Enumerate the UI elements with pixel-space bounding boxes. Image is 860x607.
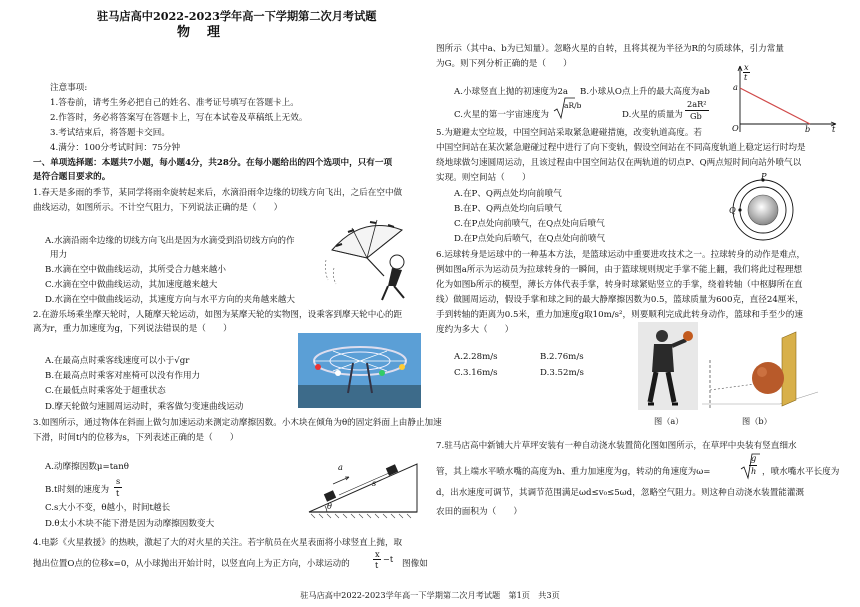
question-1-text: 曲线运动，如图所示。不计空气阻力，下列说法正确的是（ ） bbox=[33, 203, 283, 213]
fraction-numerator: g bbox=[751, 453, 757, 463]
question-5-text: 中国空间站在某次紧急避碰过程中进行了向下变轨，假设空间站在不同高度轨道上稳定运行时均是 bbox=[436, 143, 806, 153]
basketball-player-photo bbox=[638, 322, 698, 410]
option-a-cont: 用力 bbox=[50, 250, 68, 260]
question-7-text: 农田的面积为（ ） bbox=[436, 507, 522, 517]
fraction-denominator: Gb bbox=[690, 111, 702, 121]
option-c: C.在P点处向前喷气，在Q点处向后喷气 bbox=[454, 219, 605, 229]
page-footer: 驻马店高中2022-2023学年高一下学期第二次月考试题 第1页 共3页 bbox=[300, 590, 560, 600]
section-heading: 一、单项选择题：本题共7小题，每小题4分，共28分。在每小题给出的四个选项中，只有一项 bbox=[33, 158, 393, 168]
question-4-continued: 为G。则下列分析正确的是（ ） bbox=[436, 59, 572, 69]
section-heading: 是符合题目要求的。 bbox=[33, 172, 111, 182]
orbit-figure bbox=[727, 175, 795, 245]
equation-suffix: −t bbox=[383, 554, 394, 564]
option-d: D.摩天轮做匀速圆周运动时，乘客做匀变速曲线运动 bbox=[45, 402, 244, 412]
question-7-text: ，喷水嘴水平长度为 bbox=[762, 467, 840, 477]
option-c: C.3.16m/s bbox=[454, 368, 498, 378]
graph-ylabel-den: t bbox=[744, 72, 748, 82]
option-a: A.动摩擦因数μ=tanθ bbox=[45, 462, 129, 472]
fraction-numerator: x bbox=[375, 549, 380, 559]
incline-label-theta: θ bbox=[327, 501, 332, 511]
question-3-text: 下滑，时间t内的位移为s，下列表述正确的是（ ） bbox=[33, 433, 239, 443]
option-a: A.2.28m/s bbox=[454, 352, 498, 362]
question-6-text: 手到转轴的距离为0.5米，重力加速度g取10m/s²，则要顺利完成此转身动作，篮球和手至少的速 bbox=[436, 310, 803, 320]
fraction-numerator: s bbox=[116, 476, 121, 486]
option-a: A.水滴沿雨伞边缘的切线方向飞出是因为水滴受到沿切线方向的作 bbox=[45, 236, 295, 246]
option-d: D.在P点处向后喷气，在Q点处向前喷气 bbox=[454, 234, 606, 244]
question-4-continued: 图所示（其中a、b为已知量）。忽略火星的自转，且将其视为半径为R的匀质球体，引力常量 bbox=[436, 44, 784, 54]
option-a: A.在最高点时乘客线速度可以小于√gr bbox=[45, 356, 190, 366]
graph-label-origin: O bbox=[732, 123, 739, 133]
fraction-numerator: 2aR² bbox=[687, 99, 707, 109]
graph-ylabel-num: x bbox=[744, 62, 749, 72]
question-2-text: 2.在游乐场乘坐摩天轮时，人随摩天轮运动，如图为某摩天轮的实物图，设乘客到摩天轮中心的距 bbox=[33, 310, 403, 320]
graph-label-a: a bbox=[733, 82, 738, 92]
question-2-text: 离为r，重力加速度为g，下列说法错误的是（ ） bbox=[33, 324, 232, 334]
orbit-label-q: Q bbox=[729, 205, 736, 215]
question-5-text: 实现。则空间站（ ） bbox=[436, 173, 531, 183]
incline-figure bbox=[305, 450, 423, 522]
question-6-text: 化为如图b所示的模型，薄长方体代表手掌，转身时球紧贴竖立的手掌，绕着转轴（中枢脚所在直 bbox=[436, 280, 803, 290]
exam-title: 驻马店高中2022-2023学年高一下学期第二次月考试题 bbox=[97, 9, 377, 23]
option-c: C.火星的第一宇宙速度为 bbox=[454, 110, 549, 120]
note-item: 3.考试结束后，将答题卡交回。 bbox=[50, 128, 170, 138]
option-c: C.水滴在空中做曲线运动，其加速度越来越大 bbox=[45, 280, 218, 290]
question-3-text: 3.如图所示，通过物体在斜面上做匀加速运动来测定动摩擦因数。小木块在倾角为θ的固定斜面上由静止加速 bbox=[33, 418, 442, 428]
graph-label-b: b bbox=[805, 124, 811, 134]
option-d: D.水滴在空中做曲线运动，其速度方向与水平方向的夹角越来越大 bbox=[45, 295, 295, 305]
option-b: B.在P、Q两点处均向后喷气 bbox=[454, 204, 562, 214]
question-6-text: 例如图a所示为运动员为拉球转身的一瞬间，由于篮球规则规定手掌不能上翻，我们将此过程理想 bbox=[436, 265, 803, 275]
option-a: A.在P、Q两点处均向前喷气 bbox=[454, 189, 562, 199]
figure-caption-a: 图（a） bbox=[654, 416, 684, 426]
option-b: B.水滴在空中做曲线运动，其所受合力越来越小 bbox=[45, 265, 226, 275]
option-d: D.3.52m/s bbox=[540, 368, 584, 378]
fraction-denominator: t bbox=[375, 560, 379, 570]
question-5-text: 绕地球做匀速圆周运动，且该过程由中国空间站仅在两轨道的切点P、Q两点短时间向站外喷气以 bbox=[436, 158, 802, 168]
note-item: 1.答卷前，请考生务必把自己的姓名、准考证号填写在答题卡上。 bbox=[50, 98, 299, 108]
question-4-text: 图像如 bbox=[402, 559, 428, 569]
option-c: C.在最低点时乘客处于超重状态 bbox=[45, 386, 166, 396]
question-6-text: 度约为多大（ ） bbox=[436, 325, 514, 335]
option-d: D.火星的质量为 bbox=[622, 110, 683, 120]
question-5-text: 5.为避避太空垃圾，中国空间站采取紧急避碰措施，改变轨道高度。若 bbox=[436, 128, 703, 138]
exam-subject: 物 理 bbox=[177, 25, 223, 40]
option-b: B.小球从O点上升的最大高度为ab bbox=[580, 87, 710, 97]
note-item: 4.满分：100分考试时间：75分钟 bbox=[50, 143, 181, 153]
option-b: B.2.76m/s bbox=[540, 352, 584, 362]
question-7-text: 7.驻马店高中新铺大片草坪安装有一种自动浇水装置简化图如图所示，在草坪中央装有竖直细水 bbox=[436, 441, 797, 451]
incline-label-a: a bbox=[338, 462, 343, 472]
option-b: B.在最高点时乘客对座椅可以没有作用力 bbox=[45, 371, 201, 381]
option-d: D.θ太小木块不能下滑是因为动摩擦因数变大 bbox=[45, 519, 215, 529]
umbrella-figure bbox=[322, 210, 422, 305]
notes-heading: 注意事项: bbox=[50, 83, 88, 93]
sqrt-content: aR/b bbox=[564, 101, 582, 110]
question-7-text: 管，其上端水平喷水嘴的高度为h、重力加速度为g，转动的角速度为ω= bbox=[436, 467, 711, 477]
question-1-text: 1.春天是多雨的季节，某同学将雨伞旋转起来后，水滴沿雨伞边缘的切线方向飞出，之后在空中做 bbox=[33, 188, 403, 198]
graph-label-t: t bbox=[832, 124, 836, 134]
sqrt-sign bbox=[740, 452, 760, 480]
question-7-text: d，出水速度可调节，其调节范围满足ωd≤v₀≤5ωd，忽略空气阻力。则这种自动浇水装置能灌溉 bbox=[436, 488, 805, 498]
basketball-model-figure bbox=[700, 330, 820, 412]
option-b: B.t时刻的速度为 bbox=[45, 485, 110, 495]
orbit-label-p: P bbox=[761, 171, 767, 181]
question-6-text: 线）做圆周运动，假设手掌和球之间的最大静摩擦因数为0.5，篮球质量为600克，直径24厘米， bbox=[436, 295, 804, 305]
ferris-wheel-photo bbox=[298, 333, 421, 408]
fraction-denominator: h bbox=[751, 466, 757, 476]
incline-label-s: s bbox=[372, 478, 377, 488]
fraction-denominator: t bbox=[116, 488, 120, 498]
question-4-text: 4.电影《火星救援》的热映，激起了大的对火星的关注。若宇航员在火星表面将小球竖直上抛，取 bbox=[33, 538, 403, 548]
figure-caption-b: 图（b） bbox=[742, 416, 772, 426]
question-6-text: 6.运球转身是运球中的一种基本方法，是篮球运动中重要进攻技术之一。拉球转身的动作是难点， bbox=[436, 250, 806, 260]
option-a: A.小球竖直上抛的初速度为2a bbox=[454, 87, 569, 97]
option-c: C.s大小不变，θ越小，时间t越长 bbox=[45, 503, 171, 513]
question-4-text: 抛出位置O点的位移x=0，从小球抛出开始计时，以竖直向上为正方向，小球运动的 bbox=[33, 559, 350, 569]
note-item: 2.作答时，务必将答案写在答题卡上，写在本试卷及草稿纸上无效。 bbox=[50, 113, 308, 123]
